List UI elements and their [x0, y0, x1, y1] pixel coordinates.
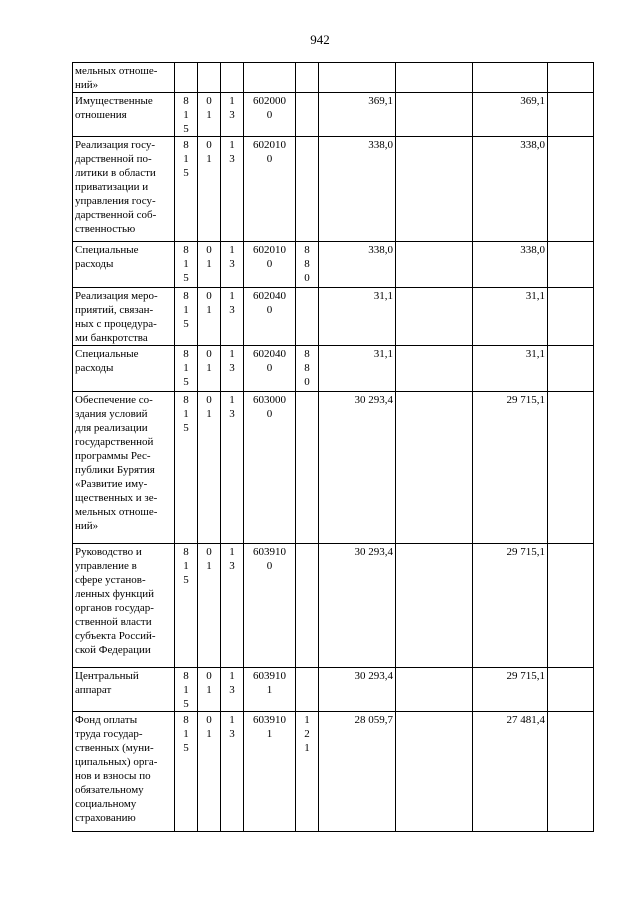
subsection-code-text: 1 3 [229, 139, 235, 165]
ministry-code-text: 8 1 5 [183, 670, 189, 710]
target-article-code-text: 602010 0 [253, 244, 286, 270]
expense-type-code [296, 668, 319, 712]
ministry-code-text: 8 1 5 [183, 394, 189, 434]
empty-cell [396, 93, 473, 137]
subsection-code-text: 1 3 [229, 348, 235, 374]
amount-year-1 [319, 137, 396, 242]
row-name [73, 63, 175, 93]
subsection-code-text: 1 3 [229, 670, 235, 696]
target-article-code [244, 137, 296, 242]
empty-cell [548, 242, 594, 288]
ministry-code [175, 712, 198, 832]
section-code [198, 93, 221, 137]
table-row [73, 63, 594, 93]
budget-table [72, 62, 594, 832]
target-article-code-text: 602000 0 [253, 95, 286, 121]
ministry-code [175, 544, 198, 668]
empty-cell [396, 544, 473, 668]
expense-type-code [296, 712, 319, 832]
amount-year-2-text: 27 481,4 [506, 714, 545, 726]
empty-cell [548, 392, 594, 544]
empty-cell [396, 668, 473, 712]
budget-table-body [73, 63, 594, 832]
row-name [73, 93, 175, 137]
amount-year-2 [473, 93, 548, 137]
table-row [73, 288, 594, 346]
expense-type-code [296, 63, 319, 93]
ministry-code [175, 668, 198, 712]
ministry-code [175, 392, 198, 544]
amount-year-1-text: 30 293,4 [354, 546, 393, 558]
empty-cell [396, 392, 473, 544]
table-row [73, 712, 594, 832]
section-code [198, 63, 221, 93]
subsection-code-text: 1 3 [229, 714, 235, 740]
amount-year-1 [319, 63, 396, 93]
target-article-code [244, 712, 296, 832]
section-code-text: 0 1 [206, 139, 212, 165]
row-name-text: Имущественные отношения [75, 95, 153, 121]
amount-year-2-text: 29 715,1 [506, 394, 545, 406]
subsection-code [221, 93, 244, 137]
subsection-code-text: 1 3 [229, 394, 235, 420]
target-article-code [244, 346, 296, 392]
target-article-code [244, 242, 296, 288]
row-name-text: Реализация меро- приятий, связан- ных с процедура- ми банкротства [75, 290, 158, 344]
empty-cell [548, 93, 594, 137]
section-code-text: 0 1 [206, 394, 212, 420]
empty-cell [548, 63, 594, 93]
target-article-code-text: 603910 1 [253, 714, 286, 740]
subsection-code [221, 712, 244, 832]
amount-year-2-text: 29 715,1 [506, 670, 545, 682]
amount-year-1 [319, 346, 396, 392]
ministry-code [175, 288, 198, 346]
amount-year-1 [319, 712, 396, 832]
amount-year-1 [319, 288, 396, 346]
expense-type-code-text: 1 2 1 [304, 714, 310, 754]
subsection-code [221, 392, 244, 544]
section-code-text: 0 1 [206, 290, 212, 316]
ministry-code [175, 137, 198, 242]
amount-year-1-text: 338,0 [368, 244, 393, 256]
row-name [73, 288, 175, 346]
amount-year-2-text: 29 715,1 [506, 546, 545, 558]
row-name [73, 242, 175, 288]
empty-cell [396, 137, 473, 242]
empty-cell [396, 242, 473, 288]
row-name-text: мельных отноше- ний» [75, 65, 158, 91]
amount-year-1-text: 31,1 [373, 348, 393, 360]
amount-year-2-text: 338,0 [520, 244, 545, 256]
section-code [198, 668, 221, 712]
row-name-text: Центральный аппарат [75, 670, 139, 696]
ministry-code [175, 242, 198, 288]
expense-type-code [296, 137, 319, 242]
subsection-code [221, 63, 244, 93]
ministry-code-text: 8 1 5 [183, 546, 189, 586]
row-name [73, 346, 175, 392]
amount-year-1-text: 30 293,4 [354, 670, 393, 682]
row-name [73, 137, 175, 242]
target-article-code-text: 603910 1 [253, 670, 286, 696]
amount-year-2 [473, 712, 548, 832]
empty-cell [548, 346, 594, 392]
target-article-code [244, 668, 296, 712]
table-row [73, 346, 594, 392]
page-number: 942 [310, 32, 330, 47]
expense-type-code-text: 8 8 0 [304, 244, 310, 284]
expense-type-code [296, 93, 319, 137]
row-name-text: Руководство и управление в сфере установ- ленных функций органов государ- ственной власти субъекта Россий- ской Федерации [75, 546, 156, 656]
ministry-code [175, 63, 198, 93]
subsection-code [221, 242, 244, 288]
amount-year-2-text: 31,1 [525, 348, 545, 360]
ministry-code [175, 93, 198, 137]
table-row [73, 137, 594, 242]
amount-year-1-text: 28 059,7 [354, 714, 393, 726]
section-code-text: 0 1 [206, 546, 212, 572]
target-article-code-text: 602040 0 [253, 290, 286, 316]
ministry-code [175, 346, 198, 392]
subsection-code [221, 544, 244, 668]
amount-year-2-text: 338,0 [520, 139, 545, 151]
target-article-code [244, 392, 296, 544]
ministry-code-text: 8 1 5 [183, 139, 189, 179]
table-row [73, 242, 594, 288]
expense-type-code [296, 346, 319, 392]
section-code-text: 0 1 [206, 714, 212, 740]
subsection-code-text: 1 3 [229, 244, 235, 270]
section-code [198, 288, 221, 346]
subsection-code [221, 346, 244, 392]
subsection-code-text: 1 3 [229, 290, 235, 316]
empty-cell [548, 544, 594, 668]
amount-year-1-text: 369,1 [368, 95, 393, 107]
section-code [198, 137, 221, 242]
row-name-text: Специальные расходы [75, 348, 139, 374]
empty-cell [548, 668, 594, 712]
amount-year-1-text: 338,0 [368, 139, 393, 151]
amount-year-2-text: 31,1 [525, 290, 545, 302]
amount-year-1 [319, 668, 396, 712]
section-code [198, 242, 221, 288]
target-article-code-text: 602010 0 [253, 139, 286, 165]
empty-cell [396, 712, 473, 832]
row-name-text: Специальные расходы [75, 244, 139, 270]
empty-cell [396, 63, 473, 93]
empty-cell [396, 346, 473, 392]
target-article-code-text: 603910 0 [253, 546, 286, 572]
amount-year-2 [473, 544, 548, 668]
amount-year-1 [319, 544, 396, 668]
row-name-text: Реализация госу- дарственной по- литики в области приватизации и управления госу- дарственной соб- ственностью [75, 139, 157, 235]
row-name [73, 392, 175, 544]
target-article-code-text: 602040 0 [253, 348, 286, 374]
ministry-code-text: 8 1 5 [183, 244, 189, 284]
section-code-text: 0 1 [206, 348, 212, 374]
amount-year-2 [473, 288, 548, 346]
section-code-text: 0 1 [206, 670, 212, 696]
target-article-code [244, 544, 296, 668]
empty-cell [396, 288, 473, 346]
subsection-code-text: 1 3 [229, 95, 235, 121]
empty-cell [548, 712, 594, 832]
amount-year-2-text: 369,1 [520, 95, 545, 107]
expense-type-code-text: 8 8 0 [304, 348, 310, 388]
table-row [73, 668, 594, 712]
amount-year-2 [473, 63, 548, 93]
ministry-code-text: 8 1 5 [183, 714, 189, 754]
empty-cell [548, 288, 594, 346]
subsection-code [221, 288, 244, 346]
row-name [73, 712, 175, 832]
section-code-text: 0 1 [206, 95, 212, 121]
section-code [198, 544, 221, 668]
target-article-code [244, 288, 296, 346]
amount-year-2 [473, 668, 548, 712]
expense-type-code [296, 544, 319, 668]
target-article-code-text: 603000 0 [253, 394, 286, 420]
amount-year-1-text: 31,1 [373, 290, 393, 302]
row-name [73, 544, 175, 668]
amount-year-2 [473, 392, 548, 544]
amount-year-2 [473, 137, 548, 242]
subsection-code-text: 1 3 [229, 546, 235, 572]
ministry-code-text: 8 1 5 [183, 95, 189, 135]
section-code [198, 346, 221, 392]
amount-year-1 [319, 392, 396, 544]
subsection-code [221, 137, 244, 242]
section-code [198, 392, 221, 544]
table-row [73, 392, 594, 544]
ministry-code-text: 8 1 5 [183, 290, 189, 330]
expense-type-code [296, 288, 319, 346]
empty-cell [548, 137, 594, 242]
amount-year-2 [473, 242, 548, 288]
target-article-code [244, 63, 296, 93]
amount-year-1 [319, 93, 396, 137]
amount-year-2 [473, 346, 548, 392]
subsection-code [221, 668, 244, 712]
expense-type-code [296, 392, 319, 544]
expense-type-code [296, 242, 319, 288]
target-article-code [244, 93, 296, 137]
amount-year-1-text: 30 293,4 [354, 394, 393, 406]
row-name [73, 668, 175, 712]
section-code [198, 712, 221, 832]
table-row [73, 93, 594, 137]
row-name-text: Обеспечение со- здания условий для реализации государственной программы Рес- публики Бурятия «Развитие иму- щественных и зе- мельных отноше- ний» [75, 394, 158, 532]
section-code-text: 0 1 [206, 244, 212, 270]
amount-year-1 [319, 242, 396, 288]
ministry-code-text: 8 1 5 [183, 348, 189, 388]
table-row [73, 544, 594, 668]
row-name-text: Фонд оплаты труда государ- ственных (муни- ципальных) орга- нов и взносы по обязательному социальному страхованию [75, 714, 158, 824]
